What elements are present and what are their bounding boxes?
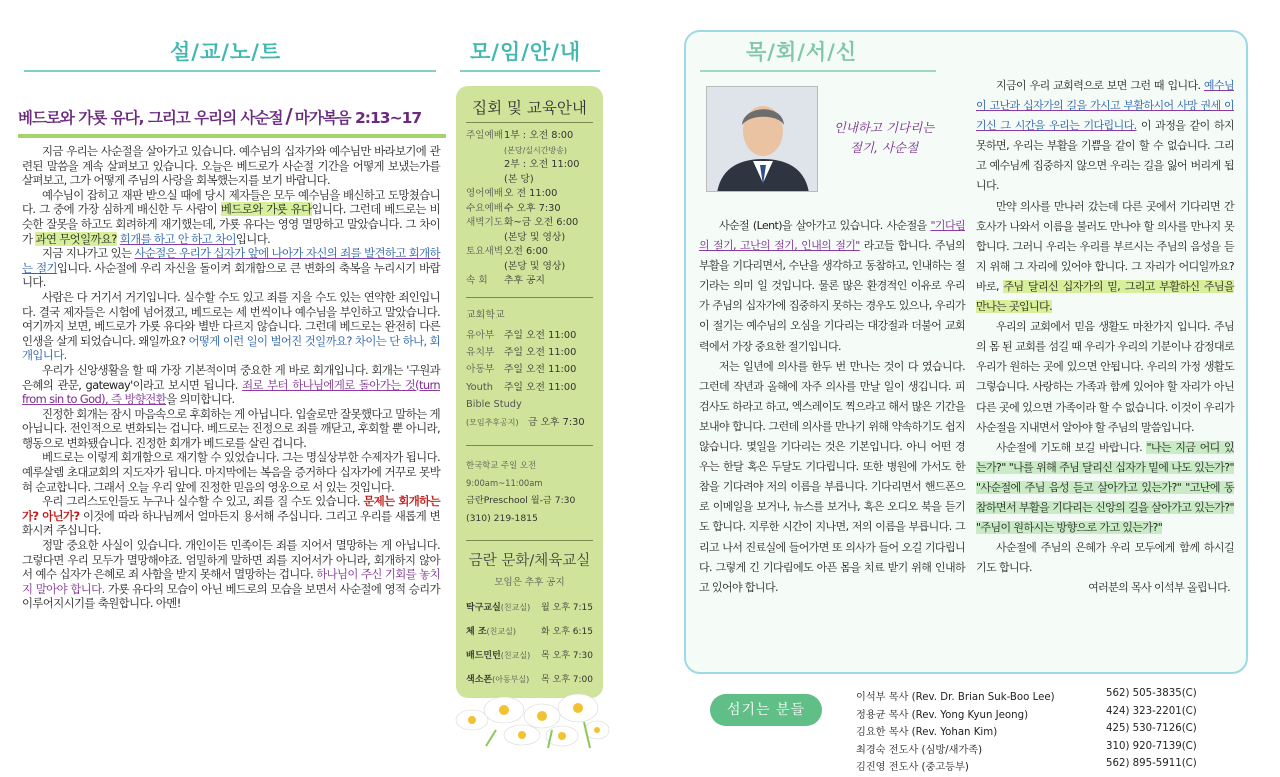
schedule-value: 1부 : 오전 8:00 xyxy=(504,130,574,141)
schedule-value: (본당 및 영상) xyxy=(504,231,566,243)
letter-right-column xyxy=(976,76,1234,598)
sermon-paragraph xyxy=(22,246,440,290)
school-row xyxy=(466,361,593,378)
sermon-paragraph: 지금 우리는 사순절을 살아가고 있습니다. 예수님의 십자가와 예수님만 바라보기에 관련된 말씀을 계속 살펴보고 있습니다. 오늘은 베드로가 사순절 기간을 어떻게 보냈는가를 살펴보고, 그가 어떻게 주님의 사랑을 회복했는지를 보기 바랍니다. xyxy=(22,144,440,188)
worship-schedule xyxy=(466,129,593,289)
sermon-header-rule xyxy=(24,70,436,72)
letter-text: 사순절에 기도해 보길 바랍니다. xyxy=(996,440,1147,454)
letter-paragraph xyxy=(699,216,965,357)
meeting-info-panel xyxy=(456,86,603,698)
culture-class-row xyxy=(466,620,593,644)
schedule-value: 오 전 11:00 xyxy=(504,188,558,199)
sermon-text: 입니다. 사순절에 우리 자신을 돌이켜 회개함으로 큰 변화의 축복을 누리시기 바랍니다. xyxy=(22,260,440,290)
pastor-photo xyxy=(706,86,818,192)
letter-text: 이 과정을 같이 하지 못하면, 우리는 부활을 기쁨을 같이 할 수 없습니다. 그리고 예수님께 집중하지 않으면 우리는 길을 잃어 버리게 됩니다. xyxy=(976,119,1234,193)
schedule-row xyxy=(466,144,593,159)
schedule-row xyxy=(466,216,593,231)
bible-study-time: 금 오후 7:30 xyxy=(528,416,585,428)
staff-member-row xyxy=(856,706,1236,721)
sermon-emphasis: 사순절은 우리가 십자가 앞에 나아가 자신의 죄를 발견하고 회개하는 절기 xyxy=(22,246,440,275)
meeting-header-rule xyxy=(460,70,600,72)
culture-class-name: 탁구교실 xyxy=(466,602,501,613)
sermon-paragraph xyxy=(22,363,440,407)
sermon-title-text: 베드로와 가룟 유다, 그리고 우리의 사순절 xyxy=(18,109,283,127)
sermon-text: 입니다. 그런데 베드로는 비슷한 잘못을 하고도 회려하게 재기했는데, 가룟 유다는 영영 멸망하고 말았습니다. 그 차이가 xyxy=(22,202,440,246)
letter-text: 만약 의사를 만나러 갔는데 다른 곳에서 기다리면 간호사가 나와서 이름을 불러도 만나야 할 의사를 만나지 못합니다. 그러니 우리는 우리를 부르시는 주님의 음성을 듣지 위해 그 자리에 있어야 합니다. 그 자리가 어디일까요? 바로, xyxy=(976,199,1234,293)
sermon-paragraph xyxy=(22,188,440,246)
sermon-paragraph: 베드로는 이렇게 회개함으로 재기할 수 있었습니다. 그는 명실상부한 수제자가 됩니다. 예루살렘 초대교회의 지도자가 됩니다. 마지막에는 복음을 증거하다 십자가에 거꾸로 못박혀 순교합니다. 그래서 오늘 우리 앞에 진정한 믿음의 영웅으로 서 있는 것입니다. xyxy=(22,450,440,494)
pastor-letter-header: 목/회/서/신 xyxy=(746,40,858,64)
culture-class-name-group xyxy=(466,596,530,620)
staff-button[interactable]: 섬기는 분들 xyxy=(710,694,822,726)
school-row xyxy=(466,344,593,361)
sermon-emphasis: 문제는 회개하는가? 아닌가? xyxy=(22,494,440,523)
schedule-label: 새벽기도 xyxy=(466,217,504,228)
korean-school-info: 한국학교 주일 오전 9:00am~11:00am xyxy=(466,459,543,488)
schedule-value: 화~금 오전 6:00 xyxy=(504,217,579,228)
letter-highlight: 주님 달리신 십자가의 밑, 그리고 부활하신 주님을 만나는 곳입니다. xyxy=(976,279,1234,314)
sermon-highlight: 과연 무엇일까요? xyxy=(35,231,117,246)
culture-class-row xyxy=(466,596,593,620)
sermon-text: 우리 그리스도인들도 누구나 실수할 수 있고, 죄를 질 수도 있습니다. xyxy=(42,494,364,509)
culture-class-name: 체 조 xyxy=(466,626,487,637)
sermon-notes-header: 설/교/노/트 xyxy=(170,40,282,64)
school-dept: 유아부 xyxy=(466,329,495,341)
schedule-label: 속 회 xyxy=(466,275,488,286)
letter-paragraph: 우리의 교회에서 믿음 생활도 마찬가지 입니다. 주님의 몸 된 교회를 섬길 때 우리가 우리의 기분이나 감정대로 우리가 원하는 곳에 있으면 안됩니다. 우리의 가정 생활도 그렇습니다. 사랑하는 가족과 함께 있어야 할 자리가 아닌 다른 곳에 있으면 가족이라 할 수 없습니다. 이것이 우리가 사순절을 지내면서 알아야 할 주님의 말씀입니다. xyxy=(976,320,1234,434)
sermon-text: 입니다. xyxy=(235,231,271,246)
culture-class-location: (친교실) xyxy=(500,602,531,612)
school-dept: 아동부 xyxy=(466,364,495,376)
letter-paragraph xyxy=(976,76,1234,197)
schedule-label: 주일예배 xyxy=(466,130,504,141)
pastor-portrait-icon xyxy=(707,87,818,192)
school-row xyxy=(466,379,593,396)
culture-class-row xyxy=(466,644,593,668)
letter-text: 라고들 합니다. 주님의 부활을 기다리면서, 수난을 생각하고 동참하고, 인내하는 절기라는 의미 일 것입니다. 물론 많은 환경적인 이유로 우리가 주님의 십자가에 집중하지 못하는 경우도 있으나, 우리가 이 절기는 예수님의 오심을 기다리는 대강절과 더불어 교회력에서 가장 중요한 절기입니다. xyxy=(699,239,965,353)
school-time: 주일 오전 11:00 xyxy=(504,364,577,376)
schedule-row xyxy=(466,187,593,202)
staff-member-row xyxy=(856,741,1236,756)
schedule-label xyxy=(466,144,504,159)
schedule-label xyxy=(466,158,504,173)
sermon-highlight: 베드로와 가룟 유다 xyxy=(220,202,312,217)
staff-name: 최경숙 전도사 (심방/새가족) xyxy=(856,744,983,756)
schedule-label: 토요새벽 xyxy=(466,246,504,257)
letter-signature: 여러분의 목사 이석부 올립니다. xyxy=(1088,581,1230,595)
letter-text: 지금이 우리 교회력으로 보면 그런 때 입니다. xyxy=(996,79,1204,92)
school-phone: (310) 219-1815 xyxy=(466,512,538,524)
letter-text: 사순절 (Lent)을 살아가고 있습니다. 사순절을 xyxy=(719,219,931,232)
church-school-header: 교회학교 xyxy=(466,297,593,321)
sermon-paragraph: 진정한 회개는 잠시 마음속으로 후회하는 게 아닙니다. 입술로만 잘못했다고 말하는 게 아닙니다. 전인적으로 변화되는 겁니다. 베드로는 진정으로 죄를 깨닫고, 후회할 뿐 아니라, 행동으로 변화됐습니다. 진정한 회개가 베드로를 살린 겁니다. xyxy=(22,406,440,450)
schedule-row xyxy=(466,202,593,217)
sermon-title xyxy=(18,104,450,138)
schedule-row xyxy=(466,260,593,275)
school-dept: 유치부 xyxy=(466,346,495,358)
sermon-paragraph xyxy=(22,494,440,538)
staff-member-row xyxy=(856,688,1236,703)
schedule-row xyxy=(466,245,593,260)
staff-member-row xyxy=(856,758,1236,773)
sermon-text: 우리가 신앙생활을 할 때 가장 기본적이며 중요한 게 바로 회개입니다. 회개는 '구원과 은혜의 관문, gateway'이라고 보시면 됩니다. xyxy=(22,362,440,392)
sermon-paragraph xyxy=(22,538,440,611)
sermon-paragraph xyxy=(22,290,440,363)
schedule-value: 오전 6:00 xyxy=(504,246,549,257)
culture-class-time: 목 오후 7:30 xyxy=(540,650,593,661)
bible-study-row xyxy=(466,396,593,413)
schedule-row xyxy=(466,274,593,289)
letter-left-column xyxy=(699,216,965,598)
letter-highlight: "나는 지금 어디 있는가?" "나를 위해 주님 달리신 십자가 밑에 나도 있는가?" "사순절에 주님 음성 듣고 살아가고 있는가?" "고난에 동참하면서 부활을 기다리는 신앙의 길을 살아가고 있는가?" "주님이 원하시는 방향으로 가고 있는가?" xyxy=(976,440,1234,535)
letter-subtitle-line: 인내하고 기다리는 xyxy=(833,120,935,135)
culture-class-header: 금란 문화/체육교실 xyxy=(466,540,593,570)
bible-study-time-row xyxy=(466,414,593,431)
letter-paragraph xyxy=(976,438,1234,538)
schedule-value: (본당 및 영상) xyxy=(504,260,566,272)
staff-phone: 562) 895-5911(C) xyxy=(1106,758,1197,769)
letter-subtitle xyxy=(822,118,946,158)
meeting-panel-header: 집회 및 교육안내 xyxy=(466,92,593,123)
sermon-emphasis: 하나님이 주신 기회를 놓치지 말아야 합니다. xyxy=(22,567,440,596)
staff-name: 김요한 목사 (Rev. Yohan Kim) xyxy=(856,727,998,738)
bible-study-note: (모임추후공지) xyxy=(466,417,519,427)
letter-emphasis: "기다림의 절기, 고난의 절기, 인내의 절기" xyxy=(699,219,965,253)
schedule-row xyxy=(466,158,593,173)
schedule-label xyxy=(466,173,504,188)
letter-paragraph xyxy=(976,197,1234,318)
korean-school-block xyxy=(466,445,593,528)
culture-class-time: 목 오후 7:00 xyxy=(540,674,593,685)
school-dept: Youth xyxy=(466,381,493,393)
sermon-text: 이것에 따라 하나님께서 얼마든지 용서해 주십니다. 그리고 우리를 새롭게 변화시켜 주십니다. xyxy=(22,508,441,538)
culture-class-name: 색소폰 xyxy=(466,674,493,685)
sermon-text: 예수님이 잡히고 재판 받으실 때에 당시 제자들은 모두 예수님을 배신하고 도망쳤습니다. 그 중에 가장 심하게 배신한 두 사람이 xyxy=(22,187,440,217)
schedule-value: 추후 공지 xyxy=(504,275,545,286)
letter-paragraph: 사순절에 주님의 은혜가 우리 모두에게 함께 하시길 기도 합니다. xyxy=(976,541,1234,575)
schedule-value: (본 당) xyxy=(504,173,534,185)
school-time: 주일 오전 11:00 xyxy=(504,346,577,358)
daisy-decoration-icon xyxy=(452,680,612,750)
sermon-text: 사람은 다 거기서 거기입니다. 실수할 수도 있고 죄를 지을 수도 있는 연약한 죄인입니다. 결국 제자들은 시험에 넘어졌고, 베드로는 세 번씩이나 예수님을 부인하고 말았습니다. 여기까지 보면, 베드로가 가룟 유다와 별반 다르지 않습니다. 그런데 베드로는 완전히 다른 인생을 살게 되었습니다. 왜일까요? xyxy=(22,289,440,348)
schedule-row xyxy=(466,129,593,144)
culture-class-time: 화 오후 6:15 xyxy=(540,626,593,637)
letter-subtitle-line: 절기, 사순절 xyxy=(849,140,919,155)
letter-emphasis: 예수님이 고난과 십자가의 길을 가시고 부활하시어 사망 권세 이기신 그 시간을 우리는 기다립니다. xyxy=(976,79,1234,133)
sermon-emphasis: 어떻게 이런 일이 벌어진 것일까요? 차이는 단 하나, 회개입니다. xyxy=(22,333,441,363)
bible-study-label: Bible Study xyxy=(466,399,522,411)
letter-header-rule xyxy=(700,70,936,72)
schedule-value: 2부 : 오전 11:00 xyxy=(504,159,580,170)
school-time: 주일 오전 11:00 xyxy=(504,381,577,393)
culture-class-location: (친교실) xyxy=(486,626,516,636)
staff-name: 이석부 목사 (Rev. Dr. Brian Suk-Boo Lee) xyxy=(856,692,1055,703)
schedule-row xyxy=(466,231,593,246)
sermon-title-underline xyxy=(18,134,446,138)
church-school-schedule xyxy=(466,327,593,397)
sermon-scripture-reference: 마가복음 2:13~17 xyxy=(294,109,422,127)
staff-phone: 425) 530-7126(C) xyxy=(1106,723,1197,734)
schedule-label: 수요예배 xyxy=(466,202,504,214)
staff-member-row xyxy=(856,723,1236,738)
schedule-value: 수 오후 7:30 xyxy=(504,202,561,214)
culture-class-name: 배드민턴 xyxy=(466,650,501,661)
sermon-text: 가룟 유다의 모습이 아닌 베드로의 모습을 보면서 사순절에 영적 승리가 이루어지시기를 축원합니다. 아멘! xyxy=(22,581,440,611)
staff-phone: 310) 920-7139(C) xyxy=(1106,740,1197,752)
culture-class-subtitle: 모임은 추후 공지 xyxy=(494,576,565,588)
meeting-info-header: 모/임/안/내 xyxy=(470,40,582,64)
staff-phone: 424) 323-2201(C) xyxy=(1106,705,1197,717)
culture-class-list xyxy=(466,596,593,692)
culture-class-name-group xyxy=(466,620,516,644)
sermon-emphasis: 죄로 부터 하나님에게로 돌아가는 것(turn from sin to God), 즉 방향전환 xyxy=(22,377,440,407)
letter-paragraph: 저는 일년에 의사를 한두 번 만나는 것이 다 였습니다. 그런데 작년과 올해에 자주 의사를 만날 일이 생깁니다. 피검사도 하라고 하고, 엑스레이도 찍으라고 해서 많은 기간을 보내야 합니다. 그런데 의사를 만나기 위해 약속하기도 쉽지 않습니다. 몇일을 기다리는 것은 기본입니다. 아니 어떤 경우는 한달 혹은 두달도 기다립니다. 또한 병원에 가서도 한참을 기다려야 저의 이름을 부릅니다. 기다리면서 핸드폰으로 이메일을 보거나, 뉴스를 보거나, 혹은 오디오 북을 듣기도 합니다. 지루한 시간이 지나면, 저의 이름을 부릅니다. 그리고 나서 진료실에 들어가면 또 의사가 들어 오길 기다립니다. 그렇게 긴 기다림에도 아픈 몸을 치료 받기 위해 인내하고 있어야 합니다. xyxy=(699,359,965,594)
culture-class-name-group xyxy=(466,644,530,668)
school-row xyxy=(466,327,593,344)
staff-phone: 562) 505-3835(C) xyxy=(1106,688,1197,699)
sermon-text: 을 의미합니다. xyxy=(166,392,235,407)
staff-name: 정용균 목사 (Rev. Yong Kyun Jeong) xyxy=(856,709,1029,721)
sermon-text: 정말 중요한 사실이 있습니다. 개인이든 민족이든 죄를 지어서 멸망하는 게 아닙니다. 그렇다면 우리 모두가 멸망해야죠. 엄밀하게 말하면 죄를 지어서가 아니라, 회개하지 않아서 예수 십자가 은혜로 죄 사함을 받지 못해서 멸망하는 겁니다. xyxy=(22,538,440,582)
sermon-title-slash: / xyxy=(285,104,292,128)
schedule-label xyxy=(466,260,504,275)
schedule-value: (본당/실시간방송) xyxy=(504,145,568,155)
culture-class-location: (아동부실) xyxy=(492,674,530,684)
school-time: 주일 오전 11:00 xyxy=(504,329,577,341)
sermon-body xyxy=(22,144,440,611)
culture-class-location: (친교실) xyxy=(500,650,531,660)
culture-class-time: 월 오후 7:15 xyxy=(540,602,593,613)
schedule-row xyxy=(466,173,593,188)
staff-name: 김진영 전도사 (중고등부) xyxy=(856,762,969,773)
schedule-label xyxy=(466,231,504,246)
sermon-emphasis: 회개를 하고 안 하고 차이 xyxy=(119,231,236,246)
schedule-label: 영어예배 xyxy=(466,188,504,199)
sermon-text: 지금 지나가고 있는 xyxy=(42,246,135,261)
preschool-info: 금란Preschool 월-금 7:30 xyxy=(466,494,576,506)
